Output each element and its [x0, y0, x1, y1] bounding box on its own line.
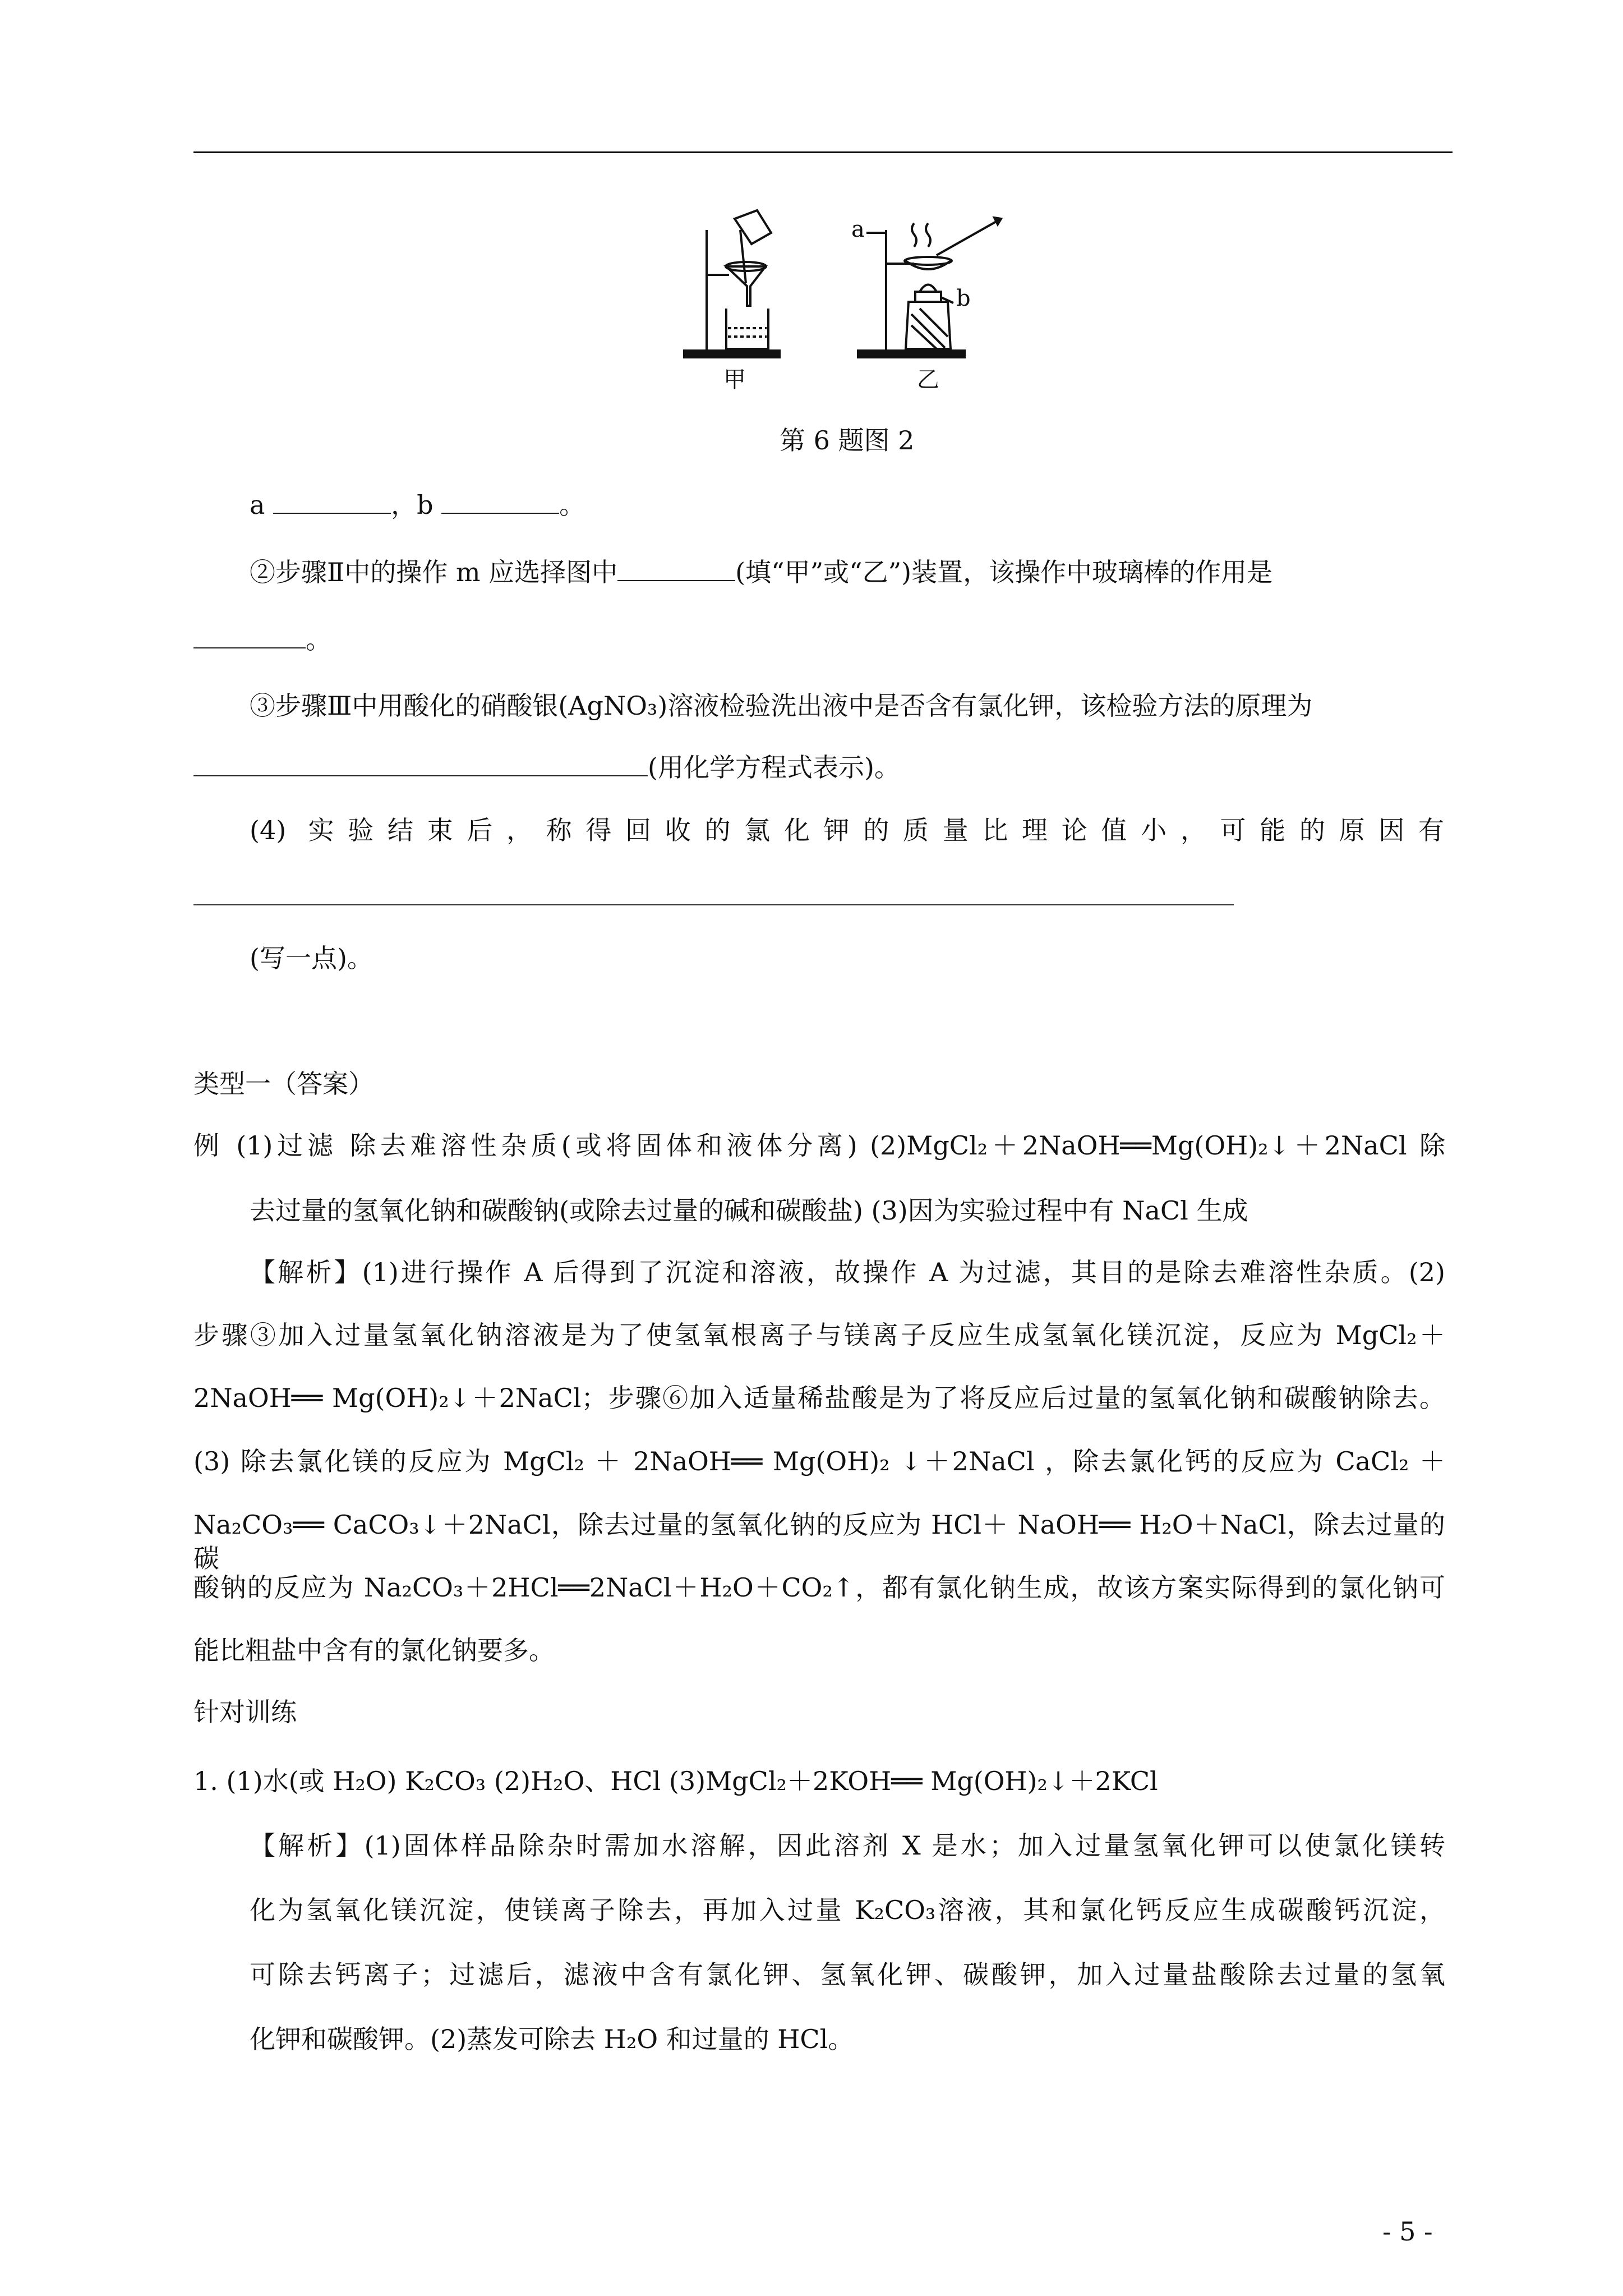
q3-item2-text3: 。 [306, 624, 331, 655]
figure-label-a: a [851, 217, 865, 242]
answers-heading: 类型一（答案） [193, 1069, 374, 1099]
q3-item1-a-label: a [250, 490, 265, 520]
q3-item2-line1 [250, 555, 1272, 589]
figure-caption: 第 6 题图 2 [780, 425, 915, 455]
q3-item3-line1: ③步骤Ⅲ中用酸化的硝酸银(AgNO₃)溶液检验洗出液中是否含有氯化钾，该检验方法的原理为 [250, 691, 1313, 721]
answer-blank-equation[interactable] [193, 751, 648, 776]
apparatus-yi [858, 218, 1001, 357]
q3-item3-line2 [193, 751, 900, 784]
example-analysis-1: 【解析】(1)进行操作 A 后得到了沉淀和溶液，故操作 A 为过滤，其目的是除去难溶性杂质。(2) [250, 1257, 1445, 1287]
figure-label-jia: 甲 [723, 367, 746, 393]
page-number: - 5 - [1382, 2216, 1433, 2247]
q4-line1: (4) 实验结束后，称得回收的氯化钾的质量比理论值小，可能的原因有 [250, 815, 1444, 845]
example-analysis-3: 2NaOH══ Mg(OH)₂↓＋2NaCl；步骤⑥加入适量稀盐酸是为了将反应后过量的氢氧化钠和碳酸钠除去。 [193, 1383, 1445, 1413]
example-analysis-2: 步骤③加入过量氢氧化钠溶液是为了使氢氧根离子与镁离子反应生成氢氧化镁沉淀，反应为 MgCl₂＋ [193, 1320, 1445, 1350]
training1-analysis-2: 化为氢氧化镁沉淀，使镁离子除去，再加入过量 K₂CO₃溶液，其和氯化钙反应生成碳酸钙沉淀， [250, 1895, 1445, 1925]
example-analysis-7: 能比粗盐中含有的氯化钠要多。 [193, 1635, 555, 1665]
figure-label-b: b [956, 286, 971, 311]
q3-item1-b-label: b [417, 490, 434, 520]
training1-analysis-1: 【解析】(1)固体样品除杂时需加水溶解，因此溶剂 X 是水；加入过量氢氧化钾可以使氯化镁转 [250, 1830, 1445, 1861]
example-analysis-6: 酸钠的反应为 Na₂CO₃＋2HCl══2NaCl＋H₂O＋CO₂↑，都有氯化钠生成，故该方案实际得到的氯化钠可 [193, 1572, 1445, 1603]
training1-analysis-3: 可除去钙离子；过滤后，滤液中含有氯化钾、氢氧化钾、碳酸钾，加入过量盐酸除去过量的氢氧 [250, 1959, 1445, 1990]
q3-item2-line2 [193, 623, 331, 656]
q4-line3: (写一点)。 [250, 943, 373, 973]
example-analysis-4: (3) 除去氯化镁的反应为 MgCl₂ ＋ 2NaOH══ Mg(OH)₂ ↓＋2NaCl ，除去氯化钙的反应为 CaCl₂ ＋ [193, 1446, 1445, 1476]
header-rule [193, 151, 1453, 153]
example-line2: 去过量的氢氧化钠和碳酸钠(或除去过量的碱和碳酸盐) (3)因为实验过程中有 NaCl 生成 [250, 1195, 1248, 1226]
q3-item3-line2-tail: (用化学方程式表示)。 [648, 752, 900, 783]
example-line1: 例 (1)过滤 除去难溶性杂质(或将固体和液体分离) (2)MgCl₂＋2NaOH══Mg(OH)₂↓＋2NaCl 除 [193, 1130, 1445, 1161]
training1-line1: 1. (1)水(或 H₂O) K₂CO₃ (2)H₂O、HCl (3)MgCl₂＋2KOH══ Mg(OH)₂↓＋2KCl [193, 1766, 1158, 1796]
answer-blank-a[interactable] [273, 488, 391, 514]
answer-blank-b[interactable] [441, 488, 559, 514]
q3-item1: a ，b 。 [250, 488, 585, 522]
q3-item2-text2: (填“甲”或“乙”)装置，该操作中玻璃棒的作用是 [735, 557, 1273, 587]
answer-blank-apparatus[interactable] [617, 555, 735, 581]
answer-line-q4[interactable] [193, 904, 1234, 905]
example-analysis-5: Na₂CO₃══ CaCO₃↓＋2NaCl，除去过量的氢氧化钠的反应为 HCl＋ NaOH══ H₂O＋NaCl，除去过量的碳 [193, 1510, 1445, 1573]
training-heading: 针对训练 [193, 1697, 297, 1727]
training1-analysis-4: 化钾和碳酸钾。(2)蒸发可除去 H₂O 和过量的 HCl。 [250, 2024, 854, 2054]
answer-blank-rod-function[interactable] [193, 623, 306, 648]
q3-item2-text1: ②步骤Ⅱ中的操作 m 应选择图中 [250, 557, 618, 587]
apparatus-jia [684, 210, 780, 357]
figure-label-yi: 乙 [917, 367, 939, 393]
apparatus-figure [673, 208, 1021, 393]
q3-item1-end: 。 [559, 490, 585, 520]
